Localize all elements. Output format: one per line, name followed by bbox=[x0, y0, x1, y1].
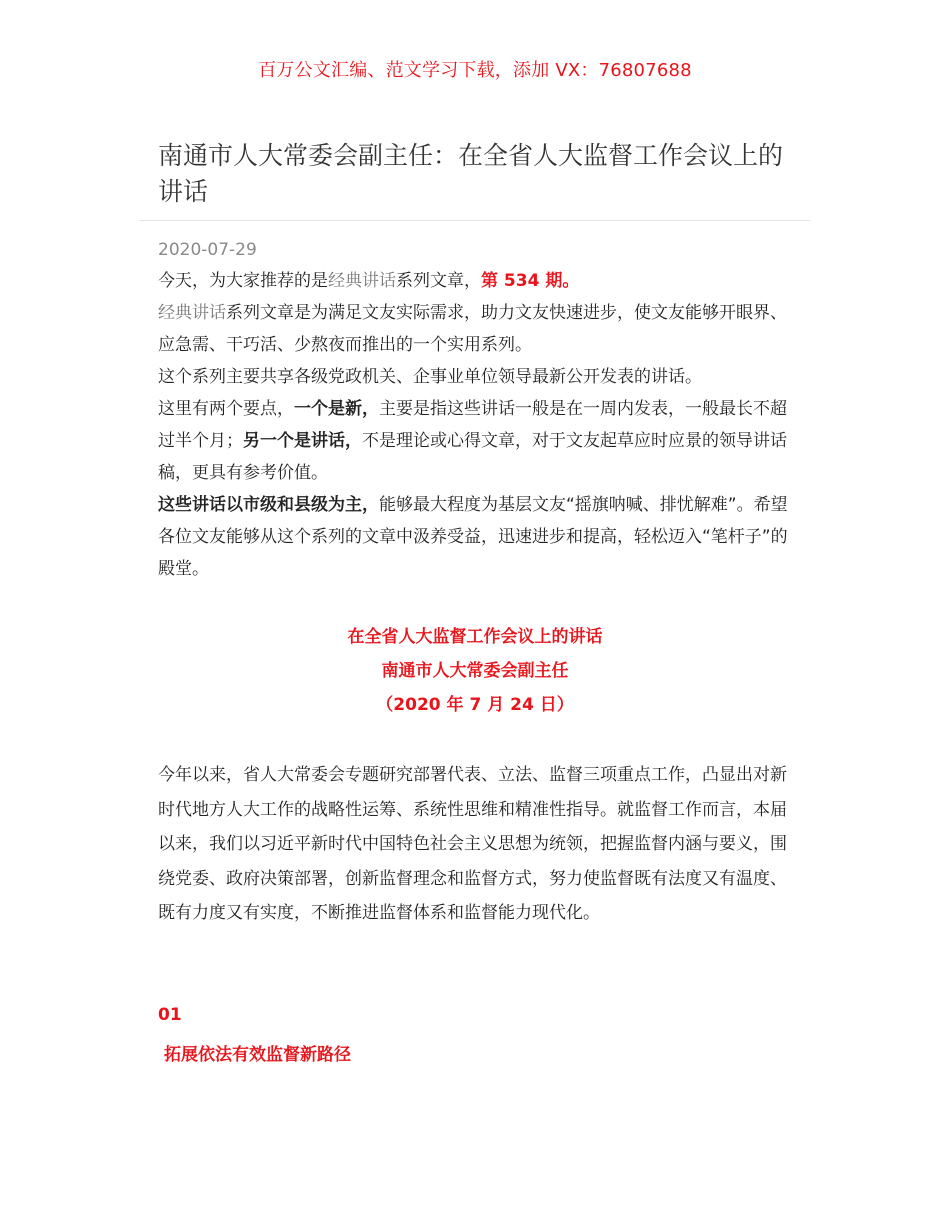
intro-paragraph-5 bbox=[158, 489, 794, 585]
publish-date: 2020-07-29 bbox=[158, 240, 257, 260]
intro-paragraph-4 bbox=[158, 393, 794, 489]
article-title: 南通市人大常委会副主任：在全省人大监督工作会议上的讲话 bbox=[158, 141, 784, 206]
issue-number: 第 534 期。 bbox=[481, 271, 580, 291]
section-number: 01 bbox=[158, 1005, 182, 1025]
intro-text: 主要是指这些讲话一般是在一周内发表，一般最长不超过半个月； bbox=[158, 399, 787, 451]
section-title: 拓展依法有效监督新路径 bbox=[164, 1045, 351, 1065]
speech-title: 在全省人大监督工作会议上的讲话 bbox=[347, 627, 603, 647]
key-point: 另一个是讲话， bbox=[243, 431, 362, 451]
body-paragraph: 今年以来，省人大常委会专题研究部署代表、立法、监督三项重点工作，凸显出对新时代地方人大工作的战略性运筹、系统性思维和精准性指导。就监督工作而言，本届以来，我们以习近平新时代中国特色社会主义思想为统领，把握监督内涵与要义，围绕党委、政府决策部署，创新监督理念和监督方式，努力使监督既有法度又有温度、既有力度又有实度，不断推进监督体系和监督能力现代化。 bbox=[158, 765, 787, 923]
intro-text: 不是理论或心得文章，对于文友起草应时应景的领导讲话稿，更具有参考价值。 bbox=[158, 431, 787, 483]
intro-text: 这里有两个要点， bbox=[158, 399, 294, 419]
title-divider bbox=[140, 220, 810, 221]
intro-paragraph-1 bbox=[158, 265, 794, 297]
intro-text: 今天，为大家推荐的是 bbox=[158, 271, 328, 291]
intro-paragraph-3: 这个系列主要共享各级党政机关、企事业单位领导最新公开发表的讲话。 bbox=[158, 367, 702, 387]
intro-text: 系列文章是为满足文友实际需求，助力文友快速进步，使文友能够开眼界、应急需、干巧活、少熬夜而推出的一个实用系列。 bbox=[158, 303, 787, 355]
intro-paragraph-2 bbox=[158, 297, 794, 361]
intro-text: 系列文章， bbox=[396, 271, 481, 291]
series-name: 经典讲话 bbox=[328, 271, 396, 291]
intro-text: 能够最大程度为基层文友“摇旗呐喊、排忧解难”。希望各位文友能够从这个系列的文章中汲养受益，迅速进步和提高，轻松迈入“笔杆子”的殿堂。 bbox=[158, 495, 788, 579]
key-point: 这些讲话以市级和县级为主， bbox=[158, 495, 379, 515]
speech-date: （2020 年 7 月 24 日） bbox=[376, 695, 574, 715]
speech-speaker: 南通市人大常委会副主任 bbox=[381, 661, 569, 681]
speech-heading bbox=[0, 620, 950, 722]
intro-section bbox=[158, 265, 794, 585]
series-name: 经典讲话 bbox=[158, 303, 226, 323]
promo-banner: 百万公文汇编、范文学习下载，添加 VX：76807688 bbox=[258, 60, 692, 81]
key-point: 一个是新， bbox=[294, 399, 379, 419]
